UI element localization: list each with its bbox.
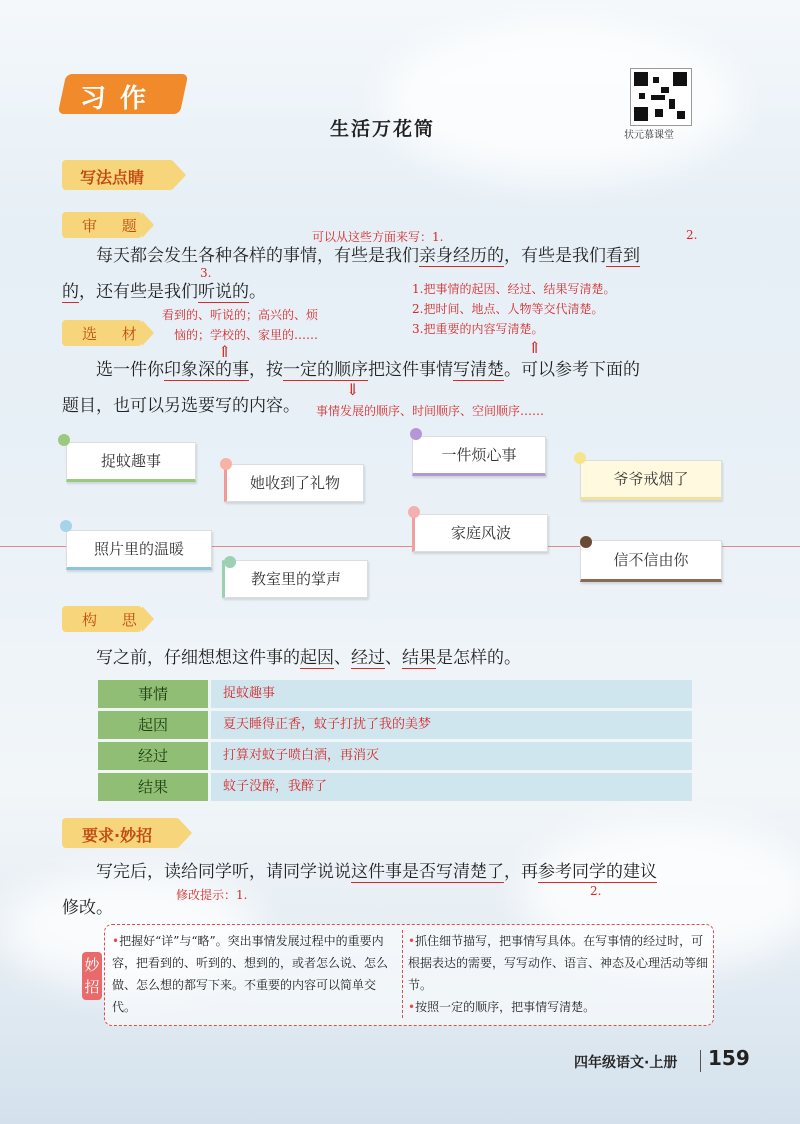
gou-si-label: 构 思 (82, 611, 147, 629)
underlined-text: 起因 (300, 648, 334, 668)
topic-card[interactable]: 信不信由你 (580, 540, 722, 582)
arrow-up-icon: ⇑ (218, 342, 232, 361)
handwritten-note: 恼的；学校的、家里的…… (174, 328, 319, 342)
text: ，还有些是我们 (79, 282, 198, 302)
underlined-text: 一定的顺序 (283, 360, 368, 380)
banner-arrow (172, 160, 186, 190)
pin-icon (574, 452, 586, 464)
text: ，再 (504, 862, 538, 882)
banner-arrow (178, 818, 192, 848)
pin-icon (410, 428, 422, 440)
tips-divider (402, 930, 404, 1018)
paragraph (96, 644, 521, 672)
paragraph (96, 242, 640, 270)
underlined-text: 经过 (351, 648, 385, 668)
arrow-down-icon: ⇓ (346, 380, 360, 399)
pin-icon (60, 520, 72, 532)
handwritten-note: 可以从这些方面来写：1. (312, 230, 444, 244)
text: 题目，也可以另选要写的内容。 (62, 396, 300, 416)
table-label: 起因 (98, 711, 208, 739)
topic-card[interactable]: 一件烦心事 (412, 436, 546, 476)
table-label: 经过 (98, 742, 208, 770)
requirement-banner-label: 要求·妙招 (82, 826, 153, 845)
table-row (98, 742, 692, 770)
tip-text: 把握好“详”与“略”。突出事情发展过程中的重要内容，把看到的、听到的、想到的，或者怎么说、怎么做、怎么想的都写下来。不重要的内容可以简单交代。 (112, 934, 389, 1014)
underlined-text: 参考同学的建议 (538, 862, 657, 882)
topic-card[interactable]: 爷爷戒烟了 (580, 460, 722, 500)
underlined-text: 结果 (402, 648, 436, 668)
text: 写之前，仔细想想这件事的 (96, 648, 300, 668)
table-row (98, 711, 692, 739)
paragraph (62, 894, 113, 922)
arrow-up-icon: ⇑ (528, 338, 542, 357)
tip-text: 按照一定的顺序，把事情写清楚。 (415, 1000, 596, 1014)
method-banner-label: 写法点睛 (80, 168, 145, 187)
pin-icon (408, 506, 420, 518)
pin-icon (220, 458, 232, 470)
handwritten-note: 3.把重要的内容写清楚。 (412, 322, 544, 336)
table-row (98, 680, 692, 708)
text: 。可以参考下面的 (504, 360, 640, 380)
underlined-text: 听说的 (198, 282, 249, 302)
handwritten-note: 2. (590, 884, 602, 898)
xuan-cai-label: 选 材 (82, 325, 147, 343)
underlined-text: 这件事是否写清楚了 (351, 862, 504, 882)
paragraph (96, 858, 657, 886)
handwritten-note: 修改提示：1. (176, 888, 248, 902)
text: 把这件事情 (368, 360, 453, 380)
underlined-text: 亲身经历的 (419, 246, 504, 266)
tip-left: •把握好“详”与“略”。突出事情发展过程中的重要内容，把看到的、听到的、想到的，或者怎么说、怎么做、怎么想的都写下来。不重要的内容可以简单交代。 (112, 934, 389, 1014)
handwritten-note: 2.把时间、地点、人物等交代清楚。 (412, 302, 604, 316)
topic-card[interactable]: 她收到了礼物 (224, 464, 364, 502)
text: 、 (334, 648, 351, 668)
topic-card[interactable]: 家庭风波 (412, 514, 548, 552)
qr-code-icon[interactable] (630, 68, 692, 126)
shen-ti-label: 审 题 (82, 217, 147, 235)
topic-card[interactable]: 照片里的温暖 (66, 530, 212, 570)
tips-label: 妙招 (82, 952, 102, 1000)
table-value: 打算对蚊子喷白酒，再消灭 (211, 742, 692, 770)
book-label: 四年级语文·上册 (574, 1055, 678, 1071)
underlined-text: 看到 (606, 246, 640, 266)
text: 选一件你 (96, 360, 164, 380)
underlined-text: 印象深的事 (164, 360, 249, 380)
table-value: 夏天睡得正香，蚊子打扰了我的美梦 (211, 711, 692, 739)
paragraph (96, 356, 640, 384)
page-number: 159 (708, 1046, 750, 1070)
pin-icon (58, 434, 70, 446)
topic-card[interactable]: 捉蚊趣事 (66, 442, 196, 482)
paragraph (62, 278, 266, 306)
table-label: 事情 (98, 680, 208, 708)
table-label: 结果 (98, 773, 208, 801)
plan-table (98, 680, 692, 801)
text: ，有些是我们 (504, 246, 606, 266)
section-tag: 习作 (80, 84, 161, 114)
paragraph (62, 392, 300, 420)
text: 是怎样的。 (436, 648, 521, 668)
underlined-text: 的 (62, 282, 79, 302)
tip-text: 抓住细节描写，把事情写具体。在写事情的经过时，可根据表达的需要，写写动作、语言、神态及心理活动等细节。 (408, 934, 709, 992)
table-value: 捉蚊趣事 (211, 680, 692, 708)
handwritten-note: 1.把事情的起因、经过、结果写清楚。 (412, 282, 616, 296)
qr-label: 状元慕课堂 (624, 130, 674, 141)
table-row (98, 773, 692, 801)
handwritten-note: 事情发展的顺序、时间顺序、空间顺序…… (316, 404, 545, 418)
text: 每天都会发生各种各样的事情，有些是我们 (96, 246, 419, 266)
topic-card[interactable]: 教室里的掌声 (222, 560, 368, 598)
page-title: 生活万花筒 (330, 118, 436, 140)
footer-divider (700, 1050, 701, 1072)
handwritten-note: 2. (686, 228, 698, 242)
handwritten-note: 3. (200, 266, 212, 280)
pin-icon (580, 536, 592, 548)
text: 修改。 (62, 898, 113, 918)
tip-right: •抓住细节描写，把事情写具体。在写事情的经过时，可根据表达的需要，写写动作、语言、神态及心理活动等细节。 •按照一定的顺序，把事情写清楚。 (408, 934, 709, 1014)
pin-icon (224, 556, 236, 568)
text: 写完后，读给同学听，请同学说说 (96, 862, 351, 882)
table-value: 蚊子没醉，我醉了 (211, 773, 692, 801)
text: ，按 (249, 360, 283, 380)
underlined-text: 写清楚 (453, 360, 504, 380)
text: 、 (385, 648, 402, 668)
text: 。 (249, 282, 266, 302)
handwritten-note: 看到的、听说的；高兴的、烦 (162, 308, 319, 322)
